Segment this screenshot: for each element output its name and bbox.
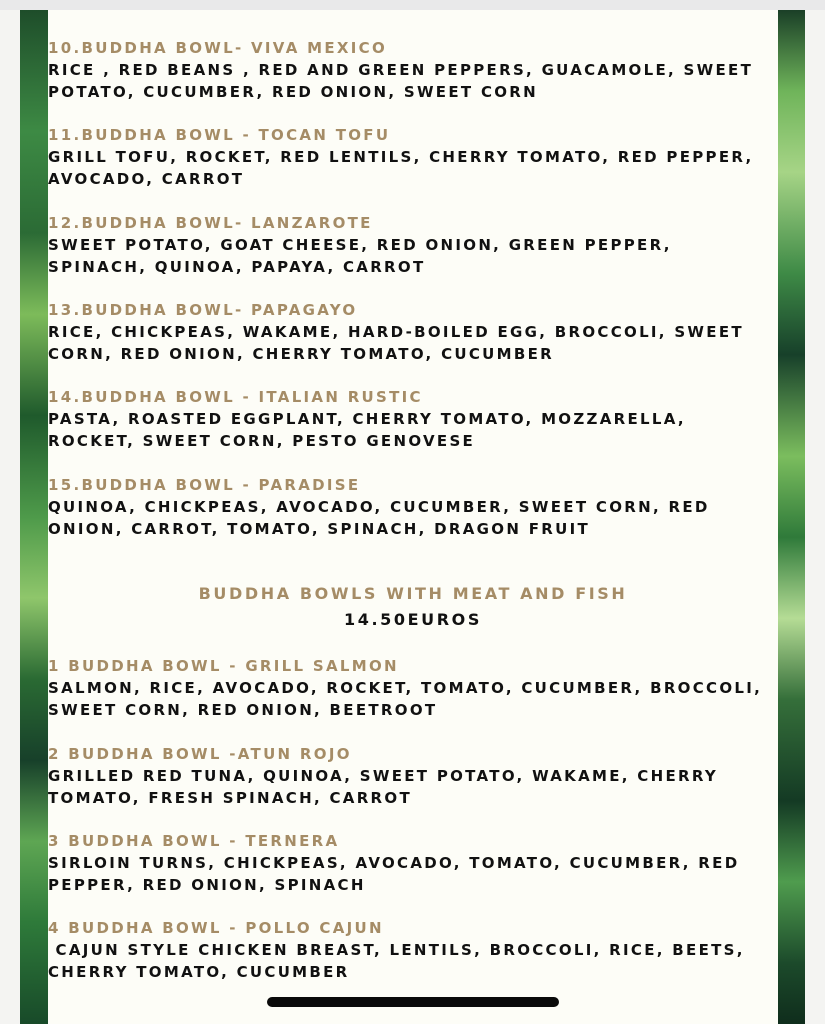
menu-item-title: 4 BUDDHA BOWL - POLLO CAJUN (48, 919, 384, 937)
section-price: 14.50EUROS (344, 610, 482, 629)
menu-item-ingredients: SALMON, RICE, AVOCADO, ROCKET, TOMATO, CUCUMBER, BROCCOLI, SWEET CORN, RED ONION, BEETROOT (48, 679, 763, 719)
menu-item-ingredients: RICE, CHICKPEAS, WAKAME, HARD-BOILED EGG, BROCCOLI, SWEET CORN, RED ONION, CHERRY TOMATO, CUCUMBER (48, 323, 744, 363)
menu-item-title: 1 BUDDHA BOWL - GRILL SALMON (48, 657, 399, 675)
menu-item-pollo-cajun (48, 917, 778, 983)
menu-item-lanzarote (48, 212, 778, 278)
menu-item-title: 2 BUDDHA BOWL -ATUN ROJO (48, 745, 352, 763)
menu-item-tocan-tofu (48, 124, 778, 190)
menu-item-ingredients: PASTA, ROASTED EGGPLANT, CHERRY TOMATO, MOZZARELLA, ROCKET, SWEET CORN, PESTO GENOVESE (48, 410, 686, 450)
section-heading (48, 581, 778, 633)
menu-item-papagayo (48, 299, 778, 365)
status-strip (0, 0, 825, 10)
menu-item-ingredients: GRILL TOFU, ROCKET, RED LENTILS, CHERRY TOMATO, RED PEPPER, AVOCADO, CARROT (48, 148, 754, 188)
menu-item-title: 11.BUDDHA BOWL - TOCAN TOFU (48, 126, 391, 144)
home-indicator[interactable] (267, 997, 559, 1007)
menu-item-ingredients: CAJUN STYLE CHICKEN BREAST, LENTILS, BROCCOLI, RICE, BEETS, CHERRY TOMATO, CUCUMBER (48, 941, 753, 981)
menu-item-ingredients: QUINOA, CHICKPEAS, AVOCADO, CUCUMBER, SWEET CORN, RED ONION, CARROT, TOMATO, SPINACH, DRAGON FRUIT (48, 498, 710, 538)
menu-item-paradise (48, 474, 778, 540)
menu-item-title: 14.BUDDHA BOWL - ITALIAN RUSTIC (48, 388, 423, 406)
menu-item-ingredients: SWEET POTATO, GOAT CHEESE, RED ONION, GREEN PEPPER, SPINACH, QUINOA, PAPAYA, CARROT (48, 236, 672, 276)
menu-item-title: 12.BUDDHA BOWL- LANZAROTE (48, 214, 373, 232)
menu-item-atun-rojo (48, 743, 778, 809)
section-title: BUDDHA BOWLS WITH MEAT AND FISH (198, 584, 628, 603)
menu-item-italian-rustic (48, 386, 778, 452)
menu-item-ingredients: GRILLED RED TUNA, QUINOA, SWEET POTATO, WAKAME, CHERRY TOMATO, FRESH SPINACH, CARROT (48, 767, 719, 807)
leaf-decoration-right (778, 10, 805, 1024)
menu-item-ingredients: SIRLOIN TURNS, CHICKPEAS, AVOCADO, TOMATO, CUCUMBER, RED PEPPER, RED ONION, SPINACH (48, 854, 740, 894)
menu-item-title: 15.BUDDHA BOWL - PARADISE (48, 476, 361, 494)
menu-item-ternera (48, 830, 778, 896)
menu-page[interactable] (20, 10, 805, 1024)
leaf-decoration-left (20, 10, 48, 1024)
menu-item-viva-mexico (48, 37, 778, 103)
menu-item-title: 13.BUDDHA BOWL- PAPAGAYO (48, 301, 358, 319)
menu-item-title: 3 BUDDHA BOWL - TERNERA (48, 832, 340, 850)
menu-item-title: 10.BUDDHA BOWL- VIVA MEXICO (48, 39, 387, 57)
menu-item-grill-salmon (48, 655, 778, 721)
menu-item-ingredients: RICE , RED BEANS , RED AND GREEN PEPPERS, GUACAMOLE, SWEET POTATO, CUCUMBER, RED ONION, SWEET CORN (48, 61, 754, 101)
